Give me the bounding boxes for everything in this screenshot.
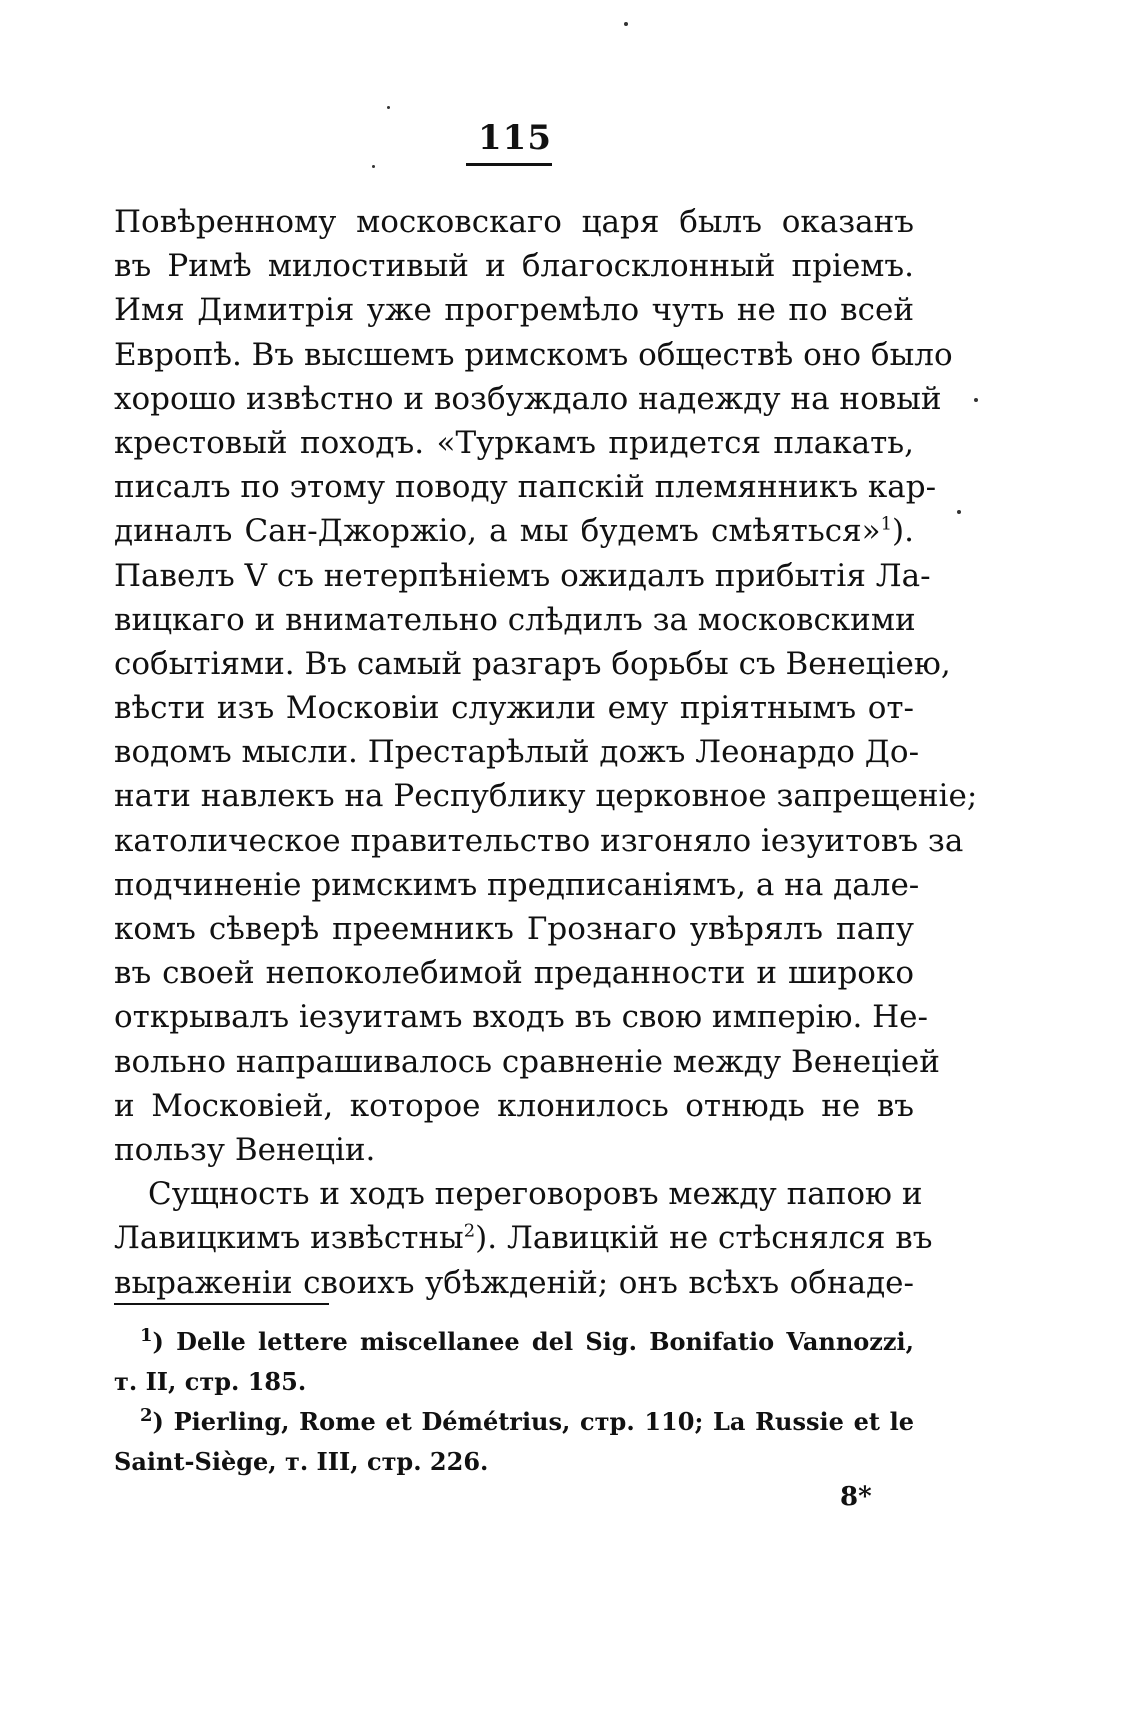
scan-speck (372, 165, 375, 168)
text-line: въ своей непоколебимой преданности и широко (114, 955, 914, 992)
footnote-2 (114, 1402, 914, 1442)
text-fragment: диналъ Сан-Джоржіо, а мы будемъ смѣяться» (114, 513, 881, 550)
text-line: крестовый походъ. «Туркамъ придется плакать, (114, 424, 914, 461)
footnote-text: ) Delle lettere miscellanee del Sig. Bonifatio Vannozzi, (152, 1327, 914, 1356)
footnote-ref-2: 2 (463, 1220, 476, 1242)
text-fragment: Лавицкимъ извѣстны (114, 1220, 464, 1257)
body-text (114, 200, 978, 1305)
text-line: водомъ мысли. Престарѣлый дожъ Леонардо До- (114, 734, 920, 771)
scan-speck (974, 398, 978, 402)
text-line: католическое правительство изгоняло іезуитовъ за (114, 822, 964, 859)
scan-speck (957, 510, 961, 514)
footnote-ref-1: 1 (880, 513, 893, 535)
text-line: пользу Венеціи. (114, 1131, 376, 1168)
page-number: 115 (478, 118, 552, 158)
text-line: событіями. Въ самый разгаръ борьбы съ Венеціею, (114, 645, 951, 682)
text-line: вѣсти изъ Московіи служили ему пріятнымъ от- (114, 690, 914, 727)
footnote-separator (114, 1303, 329, 1305)
footnote-1-cont: т. II, стр. 185. (114, 1367, 307, 1396)
footnote-text: ) Pierling, Rome et Démétrius, стр. 110; La Russie et le (152, 1407, 914, 1436)
text-line-with-footnote-ref (114, 1216, 933, 1260)
text-line: вицкаго и внимательно слѣдилъ за московскими (114, 601, 916, 638)
text-line: Сущность и ходъ переговоровъ между папою и (148, 1176, 923, 1213)
text-line: Повѣренному московскаго царя былъ оказанъ (114, 204, 914, 240)
text-line: выраженіи своихъ убѣжденій; онъ всѣхъ обнаде- (114, 1264, 914, 1301)
signature-mark: 8* (840, 1482, 872, 1512)
footnote-marker: 2 (140, 1405, 153, 1426)
text-line: Имя Димитрія уже прогремѣло чуть не по всей (114, 292, 914, 329)
text-line: въ Римѣ милостивый и благосклонный пріемъ. (114, 248, 914, 285)
footnote-1 (114, 1322, 914, 1362)
scan-speck (387, 106, 390, 109)
footnotes (114, 1322, 914, 1482)
text-line: нати навлекъ на Республику церковное запрещеніе; (114, 778, 978, 815)
text-line: и Московіей, которое клонилось отнюдь не въ (114, 1087, 914, 1124)
text-line: хорошо извѣстно и возбуждало надежду на новый (114, 380, 942, 417)
scan-speck (624, 22, 628, 26)
footnote-marker: 1 (140, 1325, 153, 1346)
text-line: вольно напрашивалось сравненіе между Венеціей (114, 1043, 940, 1080)
page-number-underline (466, 163, 552, 166)
text-fragment: ). (892, 513, 914, 550)
text-line: комъ сѣверѣ преемникъ Грознаго увѣрялъ папу (114, 911, 914, 947)
footnote-2-cont: Saint-Siège, т. III, стр. 226. (114, 1447, 489, 1476)
text-line: Павелъ V съ нетерпѣніемъ ожидалъ прибытія Ла- (114, 557, 931, 594)
text-line-with-footnote-ref (114, 509, 914, 553)
text-line: Европѣ. Въ высшемъ римскомъ обществѣ оно было (114, 336, 953, 373)
text-line: открывалъ іезуитамъ входъ въ свою имперію. Не- (114, 999, 929, 1036)
text-fragment: ). Лавицкій не стѣснялся въ (475, 1220, 933, 1257)
text-line: писалъ по этому поводу папскій племянникъ кар- (114, 469, 937, 506)
text-line: подчиненіе римскимъ предписаніямъ, а на далe- (114, 866, 920, 903)
